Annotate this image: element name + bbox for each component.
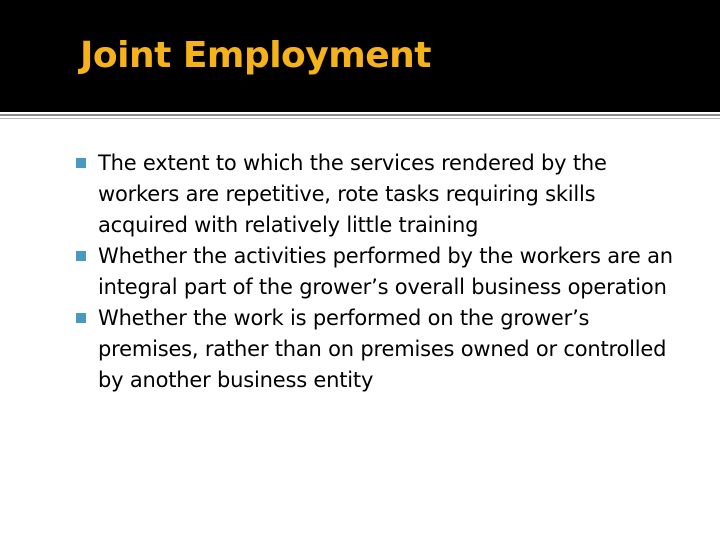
bullet-text-1: The extent to which the services rendered by the workers are repetitive, rote tasks requiring skills acquired with relatively little training <box>98 151 607 237</box>
square-bullet-icon <box>76 251 86 261</box>
bullet-item-3 <box>76 303 676 396</box>
bullet-text-2: Whether the activities performed by the workers are an integral part of the grower’s overall business operation <box>98 244 673 299</box>
bullet-text-3: Whether the work is performed on the grower’s premises, rather than on premises owned or controlled by another business entity <box>98 306 667 392</box>
square-bullet-icon <box>76 313 86 323</box>
slide-title: Joint Employment <box>80 35 432 76</box>
title-divider-top <box>0 114 720 116</box>
title-band <box>0 0 720 112</box>
square-bullet-icon <box>76 158 86 168</box>
bullet-list <box>76 148 676 396</box>
bullet-item-1 <box>76 148 676 241</box>
bullet-item-2 <box>76 241 676 303</box>
title-divider-bottom <box>0 118 720 119</box>
